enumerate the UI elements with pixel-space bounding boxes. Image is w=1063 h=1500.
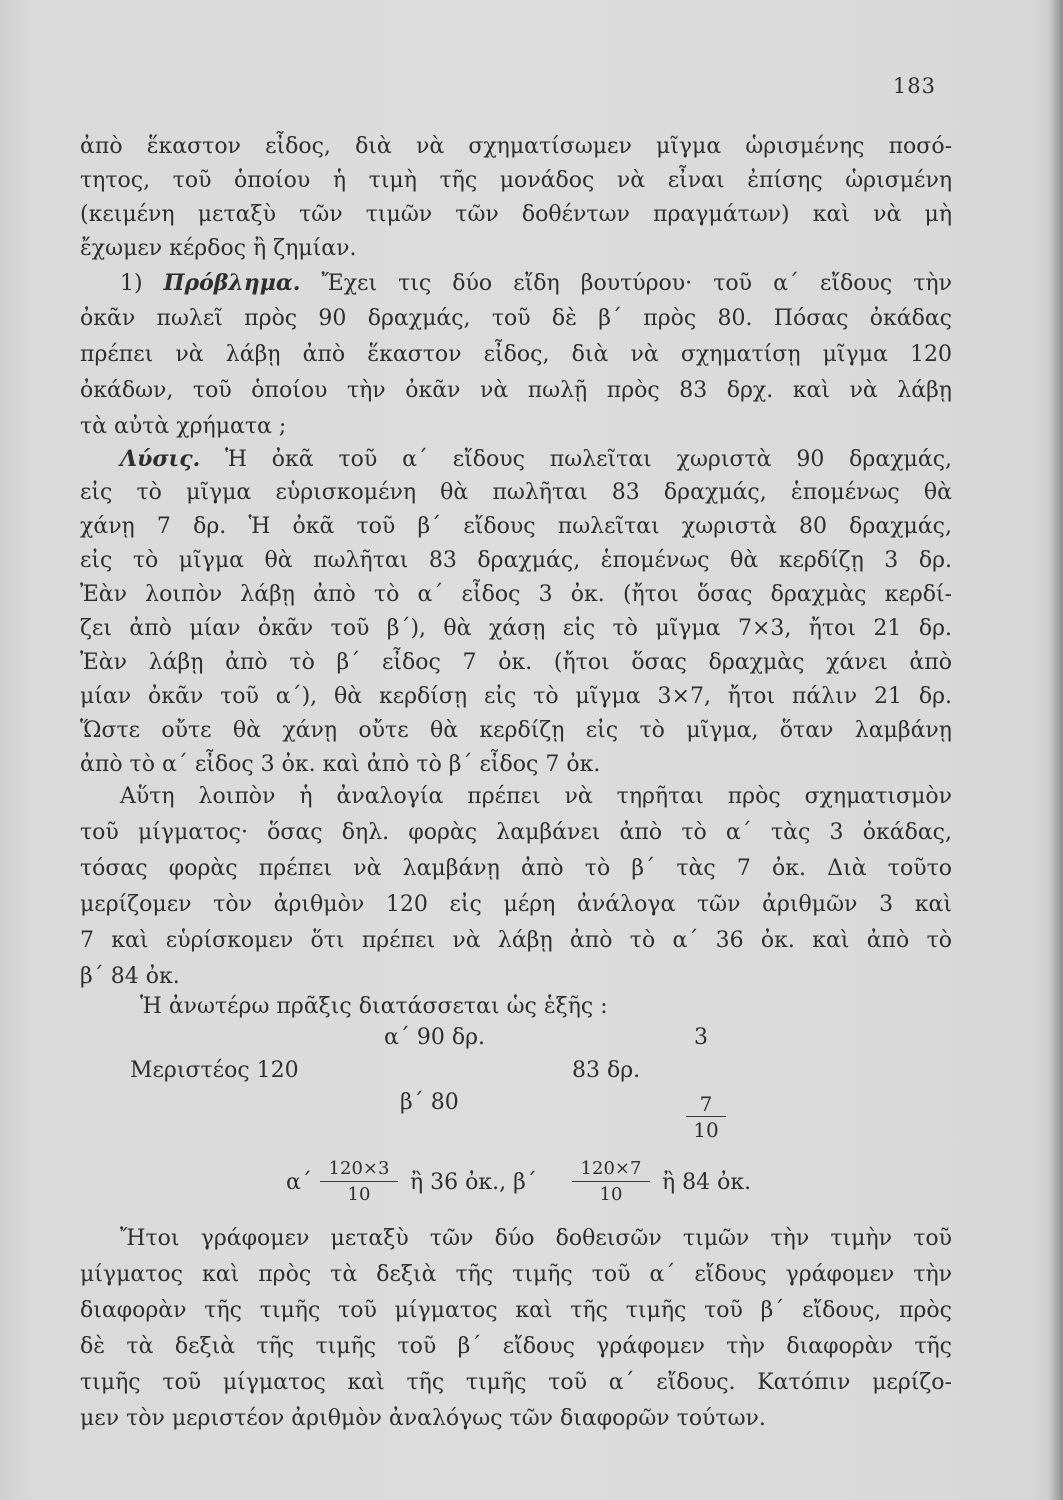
solution-label: Λύσις.	[120, 446, 201, 472]
ratio-line: τόσας φορὰς πρέπει νὰ λαμβάνῃ ἀπὸ τὸ β΄ τὰς 7 ὀκ. Διὰ τοῦτο	[80, 856, 952, 881]
solution-line: εἰς τὸ μῖγμα εὑρισκομένη θὰ πωλῆται 83 δραχμάς, ἑπομένως θὰ	[80, 480, 952, 505]
ratio-line: μερίζομεν τὸν ἀριθμὸν 120 εἰς μέρη ἀνάλογα τῶν ἀριθμῶν 3 καὶ	[80, 892, 952, 917]
result-a-fraction	[320, 1157, 398, 1208]
result-a-value: ἢ 36 ὀκ., β΄	[410, 1170, 537, 1195]
problem-line: πρέπει νὰ λάβῃ ἀπὸ ἕκαστον εἶδος, διὰ νὰ σχηματίσῃ μῖγμα 120	[80, 342, 952, 367]
final-line: μίγματος καὶ πρὸς τὰ δεξιὰ τῆς τιμῆς τοῦ α΄ εἴδους γράφομεν τὴν	[80, 1262, 952, 1287]
scheme-dividend: Μεριστέος 120	[130, 1058, 299, 1083]
intro-line: (κειμένη μεταξὺ τῶν τιμῶν τῶν δοθέντων πραγμάτων) καὶ νὰ μὴ	[80, 202, 952, 227]
problem-first-line	[80, 266, 952, 301]
final-line: μεν τὸν μεριστέον ἀριθμὸν ἀναλόγως τῶν διαφορῶν τούτων.	[80, 1406, 766, 1431]
result-b-numerator: 120×7	[572, 1157, 650, 1182]
solution-line: μίαν ὀκᾶν τοῦ α΄), θὰ κερδίσῃ εἰς τὸ μῖγμα 3×7, ἤτοι πάλιν 21 δρ.	[80, 684, 952, 709]
solution-line: Ἐὰν λάβῃ ἀπὸ τὸ β΄ εἶδος 7 ὀκ. (ἤτοι ὅσας δραχμὰς χάνει ἀπὸ	[80, 650, 952, 675]
problem-number: 1)	[120, 271, 143, 296]
solution-line: Ἐὰν λοιπὸν λάβῃ ἀπὸ τὸ α΄ εἶδος 3 ὀκ. (ἤτοι ὅσας δραχμὰς κερδί-	[80, 582, 952, 607]
page-number: 183	[892, 74, 936, 98]
solution-line: χάνῃ 7 δρ. Ἡ ὀκᾶ τοῦ β΄ εἴδους πωλεῖται χωριστὰ 80 δραχμάς,	[80, 514, 952, 539]
intro-line: ἔχωμεν κέρδος ἢ ζημίαν.	[80, 236, 357, 261]
solution-line: Ὥστε οὔτε θὰ χάνῃ οὔτε θὰ κερδίζῃ εἰς τὸ μῖγμα, ὅταν λαμβάνῃ	[80, 718, 952, 743]
scheme-b-fraction	[686, 1092, 726, 1143]
result-b-denominator: 10	[599, 1184, 623, 1205]
problem-label: Πρόβλημα.	[163, 270, 301, 296]
solution-first-text: Ἡ ὀκᾶ τοῦ α΄ εἴδους πωλεῖται χωριστὰ 90 δραχμάς,	[225, 447, 953, 472]
scheme-a-price: α΄ 90 δρ.	[384, 1025, 486, 1050]
ratio-line: τοῦ μίγματος· ὅσας δηλ. φορὰς λαμβάνει ἀπὸ τὸ α΄ τὰς 3 ὀκάδας,	[80, 820, 952, 845]
ratio-line: β΄ 84 ὀκ.	[80, 964, 180, 989]
final-line: διαφορὰν τῆς τιμῆς τοῦ μίγματος καὶ τῆς τιμῆς τοῦ β΄ εἴδους, πρὸς	[80, 1298, 952, 1323]
result-a-denominator: 10	[347, 1184, 371, 1205]
problem-first-text: Ἔχει τις δύο εἴδη βουτύρου· τοῦ α΄ εἴδους τὴν	[321, 271, 952, 296]
result-b-value: ἢ 84 ὀκ.	[662, 1170, 752, 1195]
scheme-b-price: β΄ 80	[400, 1090, 459, 1115]
page-edge-shadow	[1049, 0, 1063, 1500]
final-line: Ἤτοι γράφομεν μεταξὺ τῶν δύο δοθεισῶν τιμῶν τὴν τιμὴν τοῦ	[120, 1226, 952, 1251]
scheme-a-diff: 3	[694, 1025, 708, 1050]
result-a-numerator: 120×3	[320, 1157, 398, 1182]
solution-line: εἰς τὸ μῖγμα θὰ πωλῆται 83 δραχμάς, ἑπομένως θὰ κερδίζῃ 3 δρ.	[80, 548, 952, 573]
final-line: δὲ τὰ δεξιὰ τῆς τιμῆς τοῦ β΄ εἴδους γράφομεν τὴν διαφορὰν τῆς	[80, 1334, 952, 1359]
solution-line: ζει ἀπὸ μίαν ὀκᾶν τοῦ β΄), θὰ χάσῃ εἰς τὸ μῖγμα 7×3, ἤτοι 21 δρ.	[80, 616, 952, 641]
final-line: τιμῆς τοῦ μίγματος καὶ τῆς τιμῆς τοῦ α΄ εἴδους. Κατόπιν μερίζο-	[80, 1370, 952, 1395]
scheme-b-diff: 7	[686, 1092, 726, 1117]
ratio-line: 7 καὶ εὑρίσκομεν ὅτι πρέπει νὰ λάβῃ ἀπὸ τὸ α΄ 36 ὀκ. καὶ ἀπὸ τὸ	[80, 928, 952, 953]
intro-line: τητος, τοῦ ὁποίου ἡ τιμὴ τῆς μονάδος νὰ εἶναι ἐπίσης ὡρισμένη	[80, 168, 952, 193]
result-b-fraction	[572, 1157, 650, 1208]
scheme-sum: 10	[693, 1118, 719, 1142]
solution-first-line	[80, 442, 952, 477]
ratio-line: Αὕτη λοιπὸν ἡ ἀναλογία πρέπει νὰ τηρῆται πρὸς σχηματισμὸν	[120, 784, 952, 809]
problem-line: ὀκᾶν πωλεῖ πρὸς 90 δραχμάς, τοῦ δὲ β΄ πρὸς 80. Πόσας ὀκάδας	[80, 306, 952, 331]
problem-line: ὀκάδων, τοῦ ὁποίου τὴν ὀκᾶν νὰ πωλῇ πρὸς 83 δρχ. καὶ νὰ λάβῃ	[80, 378, 952, 403]
result-a-label: α΄	[286, 1170, 312, 1195]
arrangement-intro: Ἡ ἀνωτέρω πρᾶξις διατάσσεται ὡς ἑξῆς :	[140, 994, 608, 1019]
solution-line: ἀπὸ τὸ α΄ εἶδος 3 ὀκ. καὶ ἀπὸ τὸ β΄ εἶδος 7 ὀκ.	[80, 752, 601, 777]
scheme-mix-price: 83 δρ.	[572, 1058, 641, 1083]
intro-line: ἀπὸ ἕκαστον εἶδος, διὰ νὰ σχηματίσωμεν μῖγμα ὡρισμένης ποσό-	[80, 134, 952, 159]
problem-line: τὰ αὐτὰ χρήματα ;	[80, 414, 287, 439]
